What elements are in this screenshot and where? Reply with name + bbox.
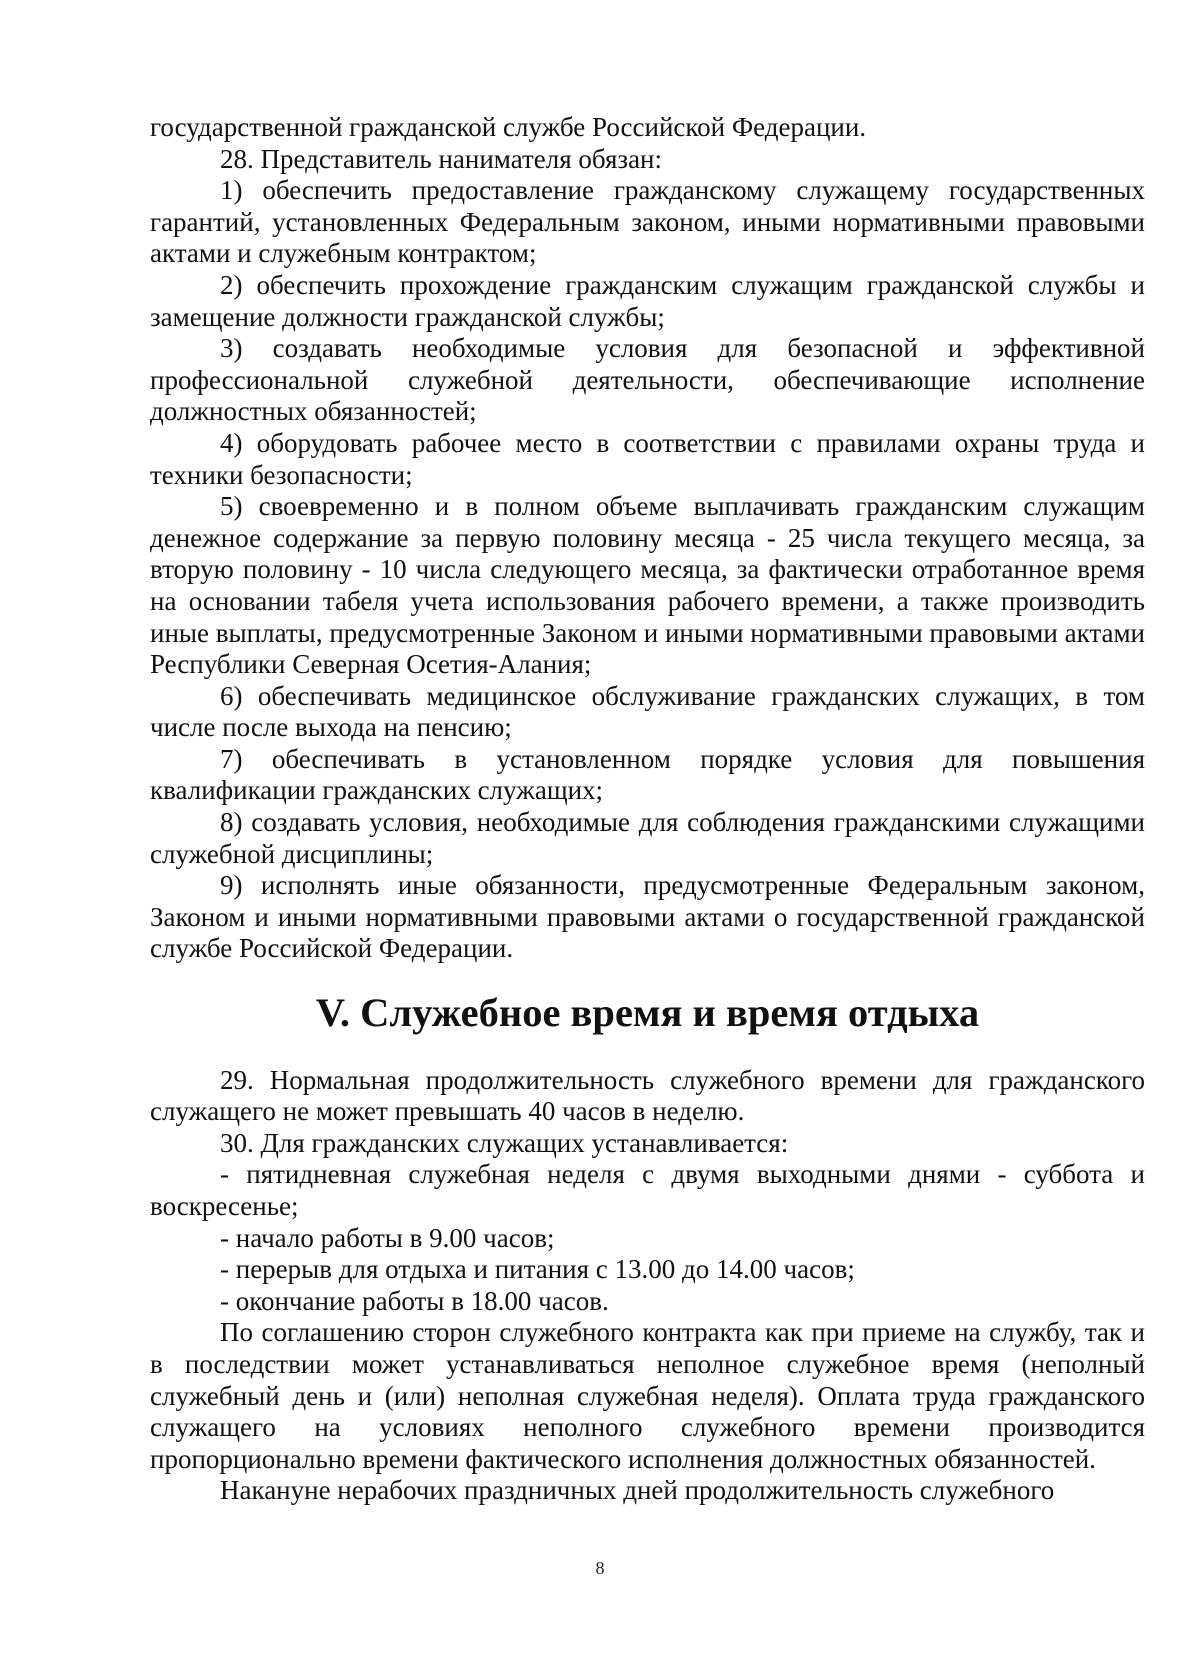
paragraph: государственной гражданской службе Российской Федерации. bbox=[150, 112, 867, 142]
list-item: - окончание работы в 18.00 часов. bbox=[220, 1285, 609, 1316]
paragraphs-before bbox=[150, 112, 1145, 965]
paragraph: 29. Нормальная продолжительность служебного времени для гражданского служащего не может превышать 40 часов в неделю. bbox=[150, 1064, 1145, 1127]
page-body bbox=[150, 112, 1145, 1507]
list-item: 1) обеспечить предоставление гражданскому служащему государственных гарантий, установленных Федеральным законом, иными нормативными правовыми актами и служебным контрактом; bbox=[150, 175, 1145, 269]
list-item: 2) обеспечить прохождение гражданским служащим гражданской службы и замещение должности гражданской службы; bbox=[150, 269, 1145, 332]
section-heading: V. Служебное время и время отдыха bbox=[315, 990, 980, 1036]
paragraph: 28. Представитель нанимателя обязан: bbox=[220, 143, 663, 174]
paragraph: По соглашению сторон служебного контракта как при приеме на службу, так и в последствии может устанавливаться неполное служебное время (неполный служебный день и (или) неполная служебная неделя). Оплата труда гражданского служащего на условиях неполного служебного времени производится пропорционально времени фактического исполнения должностных обязанностей. bbox=[150, 1317, 1145, 1474]
paragraphs-after bbox=[150, 1065, 1145, 1507]
list-item: 5) своевременно и в полном объеме выплачивать гражданским служащим денежное содержание за первую половину месяца - 25 числа текущего месяца, за вторую половину - 10 числа следующего месяца, за фактически отработанное время на основании табеля учета использования рабочего времени, а также производить иные выплаты, предусмотренные Законом и иными нормативными правовыми актами Республики Северная Осетия-Алания; bbox=[150, 491, 1145, 680]
list-item: 9) исполнять иные обязанности, предусмотренные Федеральным законом, Законом и иными нормативными правовыми актами о государственной гражданской службе Российской Федерации. bbox=[150, 870, 1145, 964]
list-item: 3) создавать необходимые условия для безопасной и эффективной профессиональной служебной деятельности, обеспечивающие исполнение должностных обязанностей; bbox=[150, 333, 1145, 427]
page-number: 8 bbox=[595, 1558, 605, 1578]
list-item: 4) оборудовать рабочее место в соответствии с правилами охраны труда и техники безопасности; bbox=[150, 427, 1145, 490]
list-item: - пятидневная служебная неделя с двумя выходными днями - суббота и воскресенье; bbox=[150, 1159, 1145, 1221]
paragraph: 30. Для гражданских служащих устанавливается: bbox=[220, 1127, 789, 1158]
list-item: 7) обеспечивать в установленном порядке условия для повышения квалификации гражданских служащих; bbox=[150, 743, 1145, 806]
list-item: - перерыв для отдыха и питания с 13.00 до 14.00 часов; bbox=[220, 1254, 855, 1285]
list-item: - начало работы в 9.00 часов; bbox=[220, 1222, 555, 1253]
list-item: 8) создавать условия, необходимые для соблюдения гражданскими служащими служебной дисциплины; bbox=[150, 807, 1145, 869]
list-item: 6) обеспечивать медицинское обслуживание гражданских служащих, в том числе после выхода на пенсию; bbox=[150, 680, 1145, 743]
paragraph: Накануне нерабочих праздничных дней продолжительность служебного bbox=[220, 1475, 1055, 1506]
